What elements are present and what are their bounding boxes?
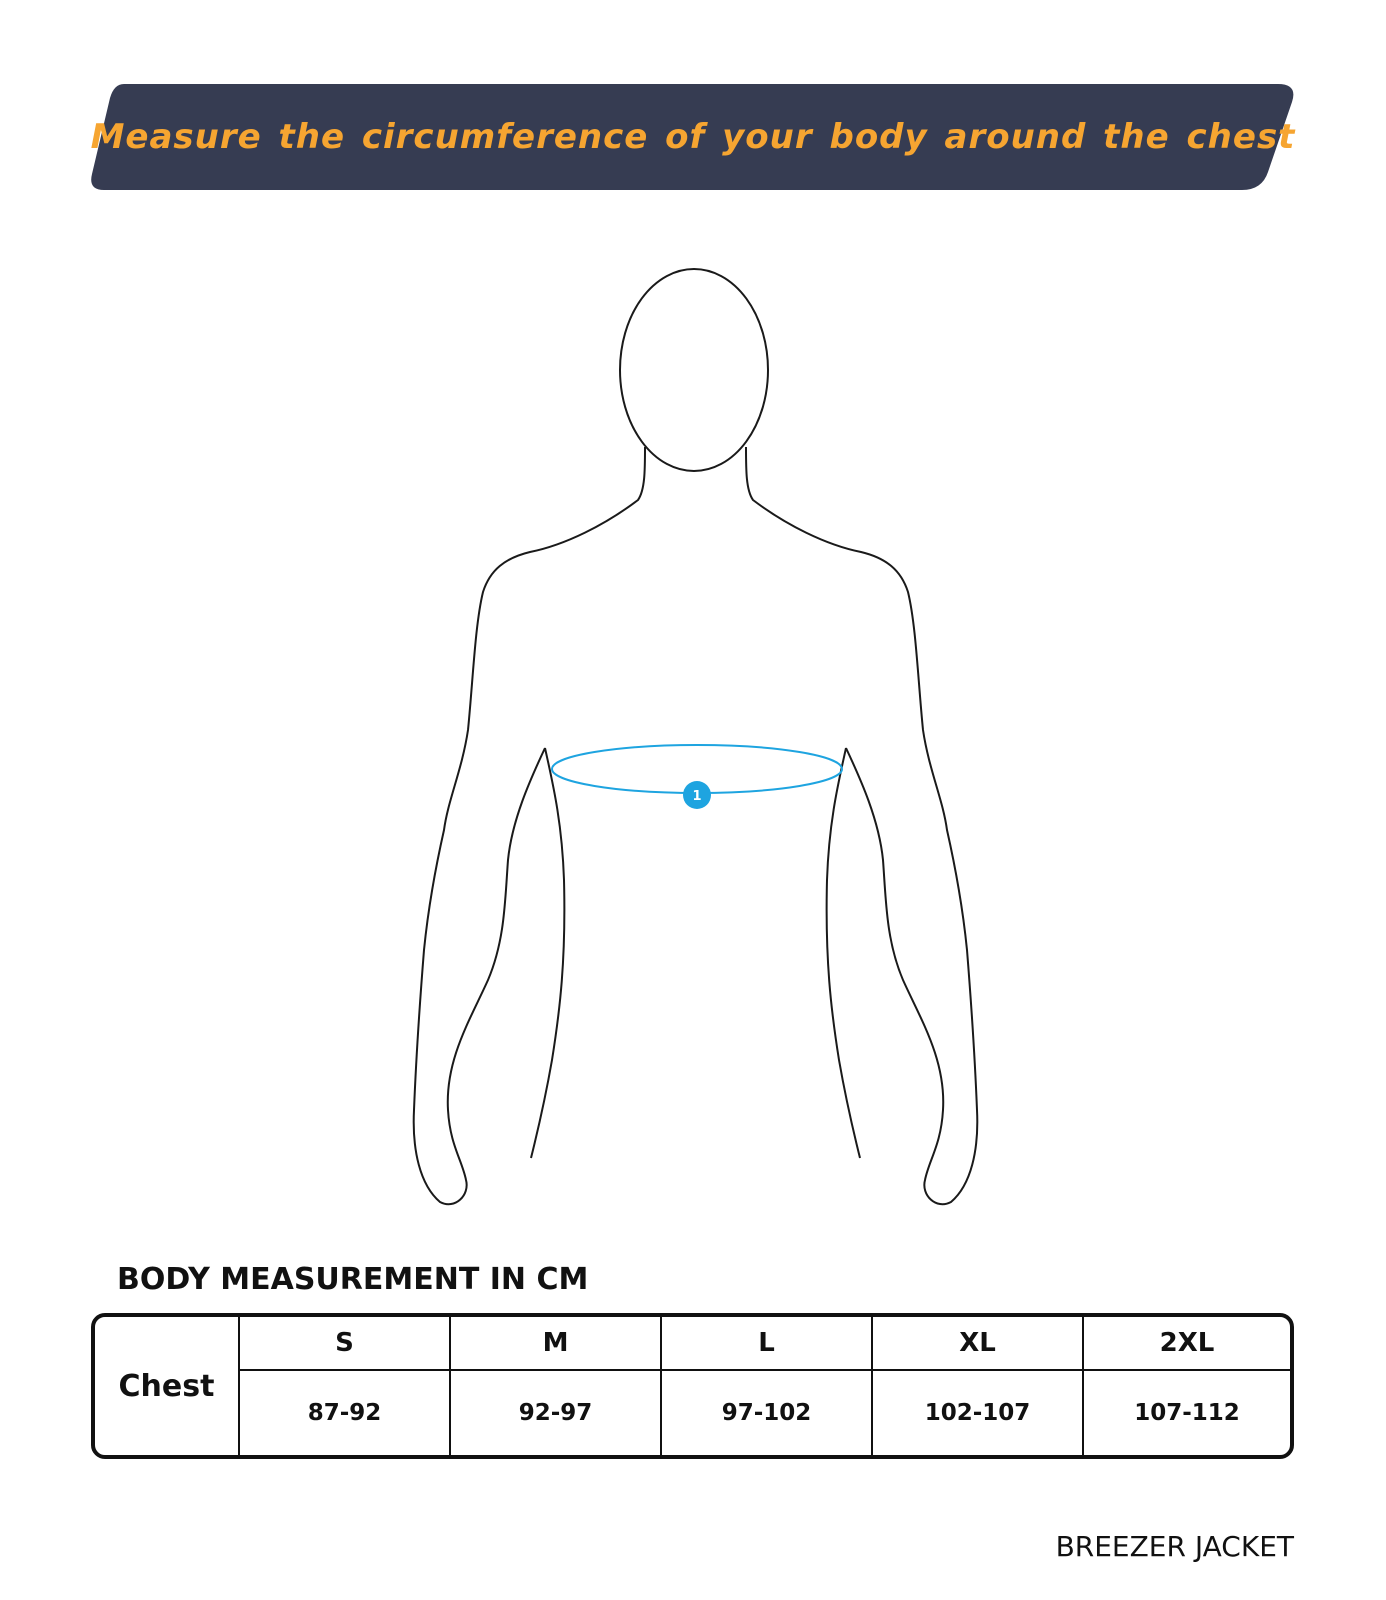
size-value: 107-112 bbox=[1134, 1400, 1240, 1426]
measure-marker-label: 1 bbox=[692, 789, 702, 804]
table-title: BODY MEASUREMENT IN CM bbox=[117, 1262, 589, 1297]
banner-text: Measure the circumference of your body around the chest bbox=[90, 117, 1296, 157]
size-value: 92-97 bbox=[451, 1371, 662, 1455]
size-header: 2XL bbox=[1084, 1317, 1290, 1371]
size-header: L bbox=[662, 1317, 873, 1371]
size-header: S bbox=[240, 1317, 451, 1371]
size-header: XL bbox=[873, 1317, 1084, 1371]
right-torso-line bbox=[827, 748, 860, 1158]
size-value: 87-92 bbox=[240, 1371, 451, 1455]
size-value: 102-107 bbox=[873, 1371, 1084, 1455]
right-body-outline bbox=[746, 447, 977, 1204]
product-name: BREEZER JACKET bbox=[1055, 1530, 1294, 1563]
size-table bbox=[91, 1313, 1294, 1459]
row-label-chest: Chest bbox=[95, 1317, 240, 1455]
head-outline bbox=[620, 269, 768, 471]
left-torso-line bbox=[531, 748, 564, 1158]
left-body-outline bbox=[414, 447, 645, 1204]
size-header: M bbox=[451, 1317, 662, 1371]
size-value: 97-102 bbox=[662, 1371, 873, 1455]
